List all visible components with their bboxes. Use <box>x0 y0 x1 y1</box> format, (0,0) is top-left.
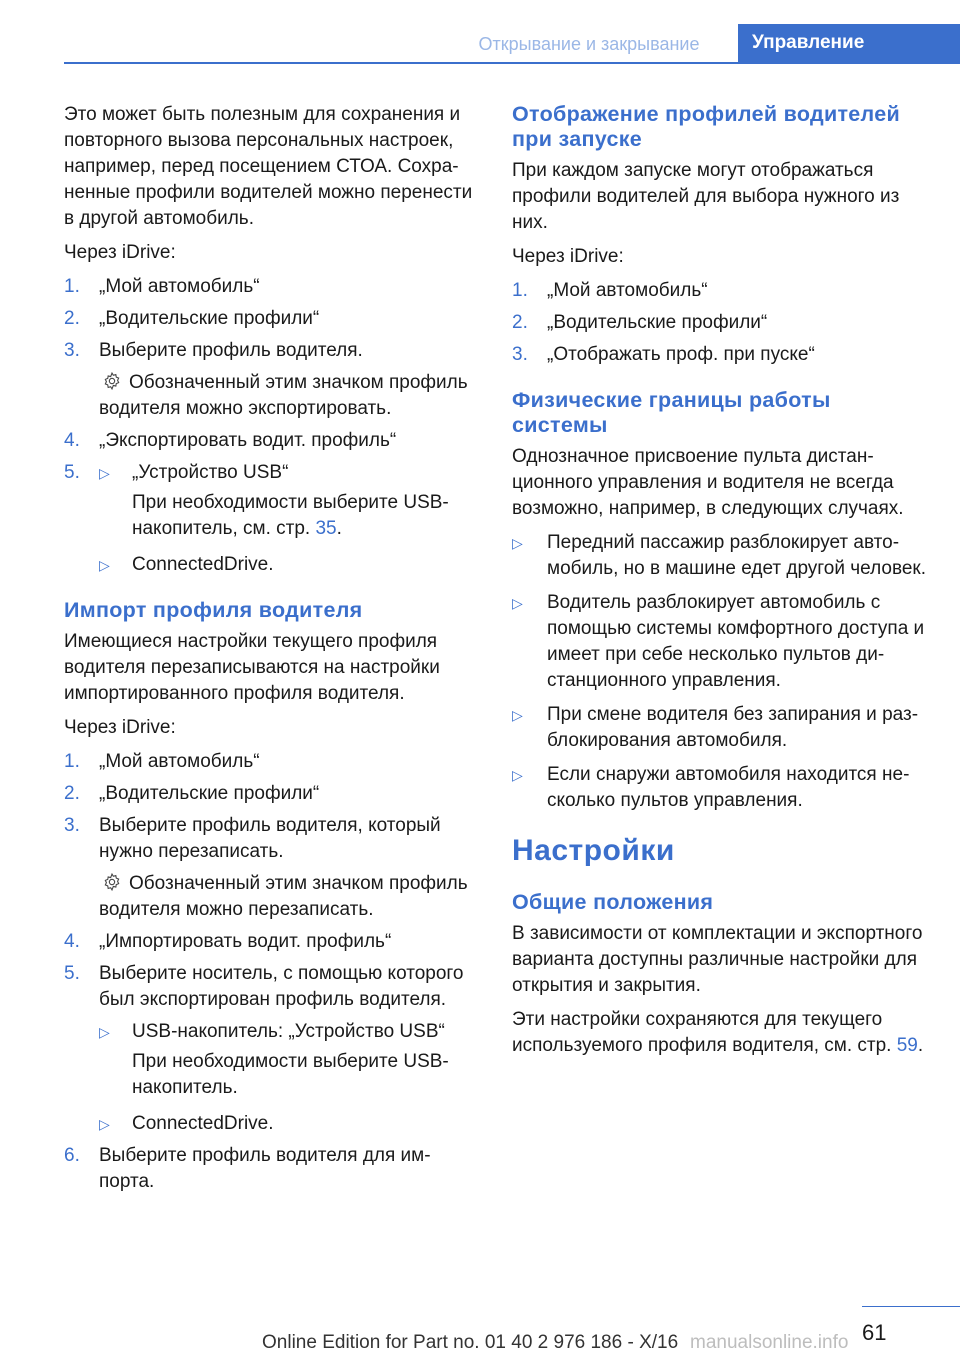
step-number: 3. <box>64 340 80 361</box>
step-number: 3. <box>64 815 80 836</box>
list-item: 3. Выберите профиль водителя, который нужно перезаписать. Обозначенный этим значком профиль водителя можно перезаписать. <box>64 813 478 923</box>
list-item: ▷ При смене водителя без запирания и разблокирования автомобиля. <box>512 704 919 751</box>
display-steps-list <box>512 278 930 368</box>
bullet-triangle: ▷ <box>512 707 523 723</box>
gear-icon <box>101 872 123 892</box>
sub-item: ▷ ConnectedDrive. <box>99 552 478 578</box>
list-item: ▷ Если снаружи автомобиля находится несколько пультов управления. <box>512 764 910 811</box>
header-section-title: Открывание и закрывание <box>478 34 700 54</box>
settings-heading: Настройки <box>512 834 675 867</box>
list-item: ▷ Водитель разблокирует автомобиль с помощью системы комфортного доступа и имеет при себе несколько пультов дистанционного управления. <box>512 592 925 691</box>
step-number: 1. <box>64 751 80 772</box>
bullet-triangle: ▷ <box>99 1116 110 1132</box>
list-item <box>64 428 478 454</box>
import-heading: Импорт профиля водителя <box>64 598 363 622</box>
list-item: 1. „Мой автомобиль“ <box>64 749 478 775</box>
list-item: 4. „Импортировать водит. профиль“ <box>64 929 478 955</box>
step-number: 1. <box>512 280 528 301</box>
general-paragraph-2: Эти настройки сохраняются для текущего используемого профиля водителя, см. стр. 59. <box>512 1009 924 1056</box>
limits-intro: Однозначное присвоение пульта дистанционного управления и водителя не всегда возможно, например, в следующих случаях. <box>512 446 904 519</box>
step-number: 4. <box>64 931 80 952</box>
sub-note: При необходимости выберите USB-накопитель, см. стр. 35. <box>132 492 449 539</box>
sub-list <box>99 460 478 578</box>
sub-item: ▷ ConnectedDrive. <box>99 1111 478 1137</box>
step-number: 2. <box>512 312 528 333</box>
step-number: 5. <box>64 963 80 984</box>
list-item <box>64 460 478 578</box>
sub-item: ▷ „Устройство USB“ При необходимости выберите USB-накопитель, см. стр. 35. <box>99 460 478 542</box>
right-column <box>512 102 930 1067</box>
display-heading: Отображение профилей водителей при запуске <box>512 102 901 151</box>
step-note: Обозначенный этим значком профиль водителя можно перезаписать. <box>99 873 468 920</box>
sub-list <box>99 1019 478 1137</box>
via-idrive-label: Через iDrive: <box>64 717 176 738</box>
list-item: 3. „Отображать проф. при пуске“ <box>512 342 930 368</box>
list-item <box>64 306 478 332</box>
step-number: 2. <box>64 308 80 329</box>
page-link-35[interactable]: 35 <box>315 518 337 539</box>
sub-item: ▷ USB-накопитель: „Устройство USB“ При необходимости выберите USB-накопитель. <box>99 1019 478 1101</box>
bullet-triangle: ▷ <box>512 767 523 783</box>
step-number: 2. <box>64 783 80 804</box>
step-number: 5. <box>64 462 80 483</box>
step-number: 4. <box>64 430 80 451</box>
limits-heading: Физические границы работы системы <box>512 388 831 437</box>
list-item: 2. „Водительские профили“ <box>512 310 930 336</box>
header-chapter-tab: Управление <box>738 24 960 62</box>
general-paragraph-1: В зависимости от комплектации и экспортного варианта доступны различные настройки для открытия и закрытия. <box>512 923 923 996</box>
via-idrive-label: Через iDrive: <box>512 246 624 267</box>
left-column <box>64 102 478 1203</box>
display-intro: При каждом запуске могут отображаться профили водителей для выбора нужного из них. <box>512 160 900 233</box>
gear-icon <box>101 371 123 391</box>
intro-paragraph: Это может быть полезным для сохранения и повторного вызова персональных настроек, например, перед посещением СТОА. Сохраненные профили водителей можно перенести в другой автомобиль. <box>64 104 473 229</box>
list-item <box>64 338 478 422</box>
header-rule <box>64 62 960 64</box>
import-intro: Имеющиеся настройки текущего профиля водителя перезаписываются на настройки импортированного профиля водителя. <box>64 631 440 704</box>
step-text: „Мой автомобиль“ <box>99 276 260 297</box>
list-item: 6. Выберите профиль водителя для импорта. <box>64 1145 431 1192</box>
list-item <box>64 274 478 300</box>
page-number: 61 <box>862 1320 887 1345</box>
general-heading: Общие положения <box>512 890 714 914</box>
step-text: „Экспортировать водит. профиль“ <box>99 430 397 451</box>
limits-list <box>512 530 930 814</box>
watermark: manualsonline.info <box>690 1332 849 1353</box>
footer-edition: Online Edition for Part no. 01 40 2 976 186 - X/16 <box>262 1332 679 1353</box>
bullet-triangle: ▷ <box>99 465 110 481</box>
import-steps-list <box>64 749 478 1195</box>
step-number: 1. <box>64 276 80 297</box>
list-item: 1. „Мой автомобиль“ <box>512 278 930 304</box>
step-text: Выберите профиль водителя. <box>99 340 363 361</box>
bullet-triangle: ▷ <box>99 1024 110 1040</box>
step-number: 3. <box>512 344 528 365</box>
sub-note: При необходимости выберите USB-накопитель. <box>132 1051 449 1098</box>
list-item: ▷ Передний пассажир разблокирует автомобиль, но в машине едет другой человек. <box>512 532 927 579</box>
step-note: Обозначенный этим значком профиль водителя можно экспортировать. <box>99 372 468 419</box>
via-idrive-label: Через iDrive: <box>64 242 176 263</box>
bullet-triangle: ▷ <box>512 535 523 551</box>
list-item: 5. Выберите носитель, с помощью которого был экспортирован профиль водителя. ▷ USB-накопитель: „Устройство USB“ При необходимости выберите USB-накопитель. ▷ ConnectedDrive. <box>64 961 478 1137</box>
page-link-59[interactable]: 59 <box>896 1035 918 1056</box>
bullet-triangle: ▷ <box>512 595 523 611</box>
step-text: „Водительские профили“ <box>99 308 320 329</box>
list-item: 2. „Водительские профили“ <box>64 781 478 807</box>
export-steps-list <box>64 274 478 578</box>
footer-rule <box>862 1306 960 1307</box>
step-number: 6. <box>64 1145 80 1166</box>
bullet-triangle: ▷ <box>99 557 110 573</box>
